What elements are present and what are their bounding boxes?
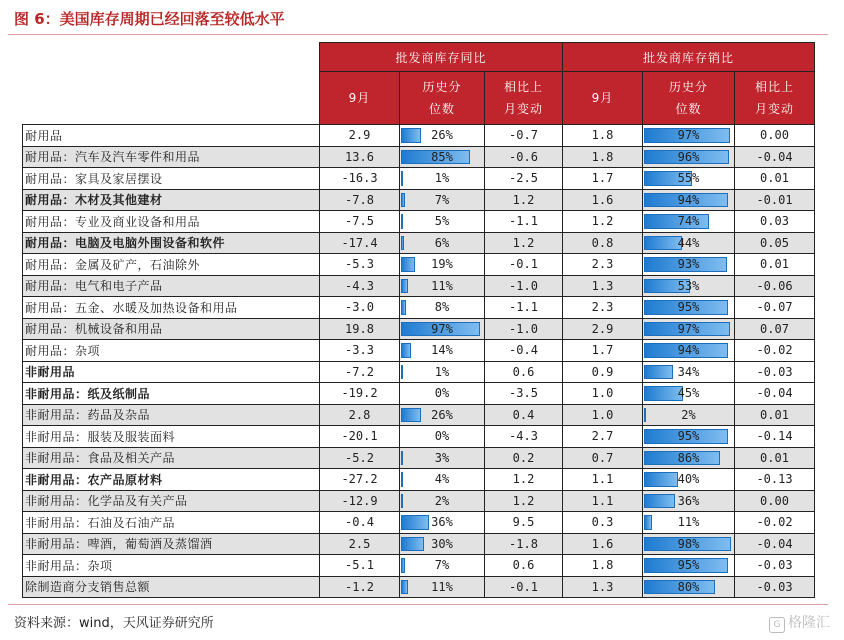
inventory-yoy-percentile [400,125,485,147]
table-row [23,404,815,426]
percentile-value: 85% [431,149,453,164]
inventory-yoy-percentile [400,254,485,276]
header-percentile [400,72,485,125]
header-change-line2: 月变动 [754,102,794,116]
inventory-yoy-change: -3.5 [485,383,563,405]
watermark [769,612,830,633]
table-body [23,125,815,598]
row-label: 非耐用品：石油及石油产品 [23,512,320,534]
percentile-value: 74% [677,214,700,229]
inventory-sales-ratio-percentile [643,404,735,426]
percentile-bar [401,580,408,595]
percentile-value: 97% [677,128,700,143]
table-row [23,125,815,147]
row-label: 耐用品：五金、水暖及加热设备和用品 [23,297,320,319]
header-mom-change [485,72,563,125]
row-label: 耐用品：电脑及电脑外围设备和软件 [23,232,320,254]
inventory-sales-ratio-percentile [643,383,735,405]
table-row [23,297,815,319]
inventory-sales-ratio-percentile [643,426,735,448]
percentile-value: 26% [431,128,453,143]
table-row [23,576,815,598]
table-row [23,275,815,297]
inventory-yoy-percentile [400,189,485,211]
percentile-value: 11% [677,515,700,530]
inventory-sales-ratio-value: 1.0 [563,383,643,405]
percentile-value: 5% [434,214,450,229]
inventory-yoy-percentile [400,361,485,383]
inventory-sales-ratio-change: -0.03 [735,555,815,577]
inventory-sales-ratio-value: 1.8 [563,125,643,147]
inventory-yoy-value: -7.5 [320,211,400,233]
inventory-sales-ratio-change: 0.00 [735,125,815,147]
inventory-yoy-change: 0.2 [485,447,563,469]
inventory-yoy-percentile [400,512,485,534]
inventory-yoy-percentile [400,576,485,598]
footer-divider [8,604,828,605]
inventory-sales-ratio-change: -0.07 [735,297,815,319]
percentile-value: 94% [677,343,700,358]
percentile-value: 93% [677,257,700,272]
header-mom-change [735,72,815,125]
inventory-yoy-change: -0.6 [485,146,563,168]
inventory-yoy-value: -20.1 [320,426,400,448]
table-row [23,340,815,362]
percentile-value: 30% [431,536,453,551]
inventory-sales-ratio-value: 2.9 [563,318,643,340]
inventory-yoy-change: -1.1 [485,211,563,233]
percentile-value: 45% [677,386,700,401]
header-group-inventory-yoy: 批发商库存同比 [320,43,563,72]
percentile-bar [401,408,421,423]
inventory-yoy-value: -12.9 [320,490,400,512]
inventory-sales-ratio-change: -0.03 [735,361,815,383]
inventory-sales-ratio-change: 0.07 [735,318,815,340]
inventory-sales-ratio-change: -0.02 [735,512,815,534]
inventory-yoy-change: 1.2 [485,189,563,211]
inventory-sales-ratio-value: 1.2 [563,211,643,233]
percentile-value: 36% [431,515,453,530]
row-label: 耐用品：机械设备和用品 [23,318,320,340]
source-note: 资料来源：wind，天风证券研究所 [14,616,214,631]
inventory-yoy-change: -0.1 [485,576,563,598]
header-percentile-line1: 历史分 [668,80,708,94]
percentile-value: 97% [677,321,700,336]
inventory-sales-ratio-change: -0.04 [735,146,815,168]
inventory-sales-ratio-percentile [643,275,735,297]
inventory-sales-ratio-change: 0.05 [735,232,815,254]
percentile-value: 3% [434,450,450,465]
inventory-yoy-value: 2.5 [320,533,400,555]
inventory-yoy-change: -4.3 [485,426,563,448]
inventory-sales-ratio-change: -0.14 [735,426,815,448]
inventory-sales-ratio-value: 1.7 [563,340,643,362]
percentile-value: 0% [434,429,450,444]
percentile-value: 11% [431,278,453,293]
inventory-sales-ratio-change: -0.06 [735,275,815,297]
table-row [23,361,815,383]
inventory-yoy-change: 0.4 [485,404,563,426]
inventory-yoy-change: 1.2 [485,232,563,254]
inventory-yoy-value: 2.9 [320,125,400,147]
inventory-yoy-value: 2.8 [320,404,400,426]
percentile-bar [401,171,403,186]
inventory-sales-ratio-change: 0.01 [735,254,815,276]
row-label: 耐用品：家具及家居摆设 [23,168,320,190]
percentile-value: 53% [677,278,700,293]
inventory-yoy-change: -0.7 [485,125,563,147]
percentile-value: 19% [431,257,453,272]
row-label: 非耐用品 [23,361,320,383]
percentile-bar [401,365,403,380]
inventory-yoy-change: -1.0 [485,318,563,340]
header-change-line1: 相比上 [754,80,794,94]
inventory-sales-ratio-change: 0.01 [735,447,815,469]
inventory-sales-ratio-value: 1.7 [563,168,643,190]
inventory-yoy-change: 1.2 [485,490,563,512]
row-label: 耐用品：金属及矿产，石油除外 [23,254,320,276]
inventory-yoy-percentile [400,383,485,405]
inventory-yoy-value: -19.2 [320,383,400,405]
row-label: 非耐用品：药品及杂品 [23,404,320,426]
watermark-text: 格隆汇 [788,615,830,631]
percentile-value: 98% [677,536,700,551]
inventory-sales-ratio-value: 2.3 [563,254,643,276]
inventory-sales-ratio-value: 0.7 [563,447,643,469]
percentile-value: 14% [431,343,453,358]
inventory-sales-ratio-percentile [643,447,735,469]
percentile-bar [401,472,403,487]
percentile-value: 1% [434,364,450,379]
percentile-bar [401,515,429,530]
inventory-yoy-percentile [400,490,485,512]
inventory-sales-ratio-value: 1.3 [563,275,643,297]
figure-title: 图 6：美国库存周期已经回落至较低水平 [14,10,285,28]
inventory-yoy-value: -5.3 [320,254,400,276]
inventory-sales-ratio-change: -0.01 [735,189,815,211]
percentile-value: 1% [434,171,450,186]
inventory-sales-ratio-value: 1.1 [563,469,643,491]
percentile-value: 55% [677,171,700,186]
table-row [23,254,815,276]
table-row [23,447,815,469]
inventory-yoy-percentile [400,318,485,340]
inventory-yoy-change: -1.0 [485,275,563,297]
inventory-yoy-percentile [400,168,485,190]
inventory-sales-ratio-percentile [643,254,735,276]
inventory-yoy-value: -5.1 [320,555,400,577]
inventory-sales-ratio-change: 0.00 [735,490,815,512]
percentile-bar [401,558,405,573]
inventory-yoy-value: -0.4 [320,512,400,534]
percentile-bar [401,128,421,143]
inventory-yoy-value: -4.3 [320,275,400,297]
inventory-yoy-value: -5.2 [320,447,400,469]
inventory-yoy-value: -16.3 [320,168,400,190]
percentile-value: 2% [681,407,696,422]
inventory-yoy-percentile [400,533,485,555]
percentile-bar [644,408,646,423]
inventory-yoy-change: 9.5 [485,512,563,534]
header-percentile-line2: 位数 [675,102,702,116]
inventory-sales-ratio-value: 0.9 [563,361,643,383]
header-percentile [643,72,735,125]
percentile-value: 7% [434,192,450,207]
inventory-sales-ratio-percentile [643,576,735,598]
table-row [23,232,815,254]
percentile-bar [401,343,411,358]
inventory-sales-ratio-percentile [643,340,735,362]
header-month: 9月 [320,72,400,125]
inventory-sales-ratio-change: 0.01 [735,404,815,426]
header-blank [23,43,320,125]
inventory-sales-ratio-percentile [643,189,735,211]
percentile-value: 2% [434,493,450,508]
inventory-yoy-percentile [400,146,485,168]
table-row [23,168,815,190]
percentile-value: 95% [677,300,700,315]
inventory-yoy-percentile [400,404,485,426]
percentile-value: 4% [434,472,450,487]
row-label: 耐用品 [23,125,320,147]
header-month: 9月 [563,72,643,125]
percentile-bar [401,451,403,466]
inventory-sales-ratio-value: 1.8 [563,555,643,577]
inventory-yoy-value: 13.6 [320,146,400,168]
percentile-value: 40% [677,472,700,487]
inventory-yoy-value: 19.8 [320,318,400,340]
inventory-sales-ratio-value: 1.8 [563,146,643,168]
percentile-bar [401,214,403,229]
row-label: 耐用品：汽车及汽车零件和用品 [23,146,320,168]
inventory-sales-ratio-percentile [643,533,735,555]
percentile-bar [644,236,682,251]
table-row [23,146,815,168]
percentile-bar [401,300,406,315]
inventory-sales-ratio-percentile [643,232,735,254]
inventory-sales-ratio-value: 1.1 [563,490,643,512]
inventory-sales-ratio-percentile [643,469,735,491]
percentile-value: 97% [431,321,453,336]
percentile-bar [401,193,405,208]
percentile-value: 96% [677,149,700,164]
inventory-yoy-percentile [400,232,485,254]
percentile-value: 7% [434,558,450,573]
inventory-yoy-value: -3.3 [320,340,400,362]
row-label: 除制造商分支销售总额 [23,576,320,598]
inventory-sales-ratio-value: 0.8 [563,232,643,254]
inventory-yoy-percentile [400,211,485,233]
table-row [23,533,815,555]
title-divider [8,34,828,35]
percentile-value: 8% [434,300,450,315]
row-label: 耐用品：专业及商业设备和用品 [23,211,320,233]
percentile-bar [644,472,678,487]
inventory-sales-ratio-value: 2.7 [563,426,643,448]
header-group-inventory-sales-ratio: 批发商库存销比 [563,43,815,72]
row-label: 非耐用品：纸及纸制品 [23,383,320,405]
inventory-yoy-change: -2.5 [485,168,563,190]
percentile-value: 95% [677,558,700,573]
row-label: 非耐用品：化学品及有关产品 [23,490,320,512]
table-row [23,189,815,211]
watermark-logo-icon: G [769,617,785,633]
inventory-sales-ratio-percentile [643,490,735,512]
inventory-sales-ratio-percentile [643,146,735,168]
inventory-yoy-change: 1.2 [485,469,563,491]
table-row [23,318,815,340]
row-label: 非耐用品：啤酒，葡萄酒及蒸馏酒 [23,533,320,555]
header-change-line1: 相比上 [503,80,543,94]
percentile-bar [401,537,424,552]
percentile-value: 26% [431,407,453,422]
inventory-sales-ratio-percentile [643,125,735,147]
inventory-yoy-percentile [400,340,485,362]
inventory-yoy-value: -7.2 [320,361,400,383]
inventory-yoy-percentile [400,426,485,448]
inventory-sales-ratio-percentile [643,555,735,577]
inventory-yoy-change: -1.8 [485,533,563,555]
inventory-sales-ratio-value: 1.3 [563,576,643,598]
percentile-bar [401,236,404,251]
header-percentile-line1: 历史分 [422,80,462,94]
table-row [23,469,815,491]
percentile-value: 94% [677,192,700,207]
inventory-yoy-change: 0.6 [485,361,563,383]
percentile-bar [644,494,675,509]
inventory-sales-ratio-value: 1.0 [563,404,643,426]
inventory-sales-ratio-percentile [643,168,735,190]
header-change-line2: 月变动 [503,102,543,116]
inventory-sales-ratio-change: -0.02 [735,340,815,362]
percentile-value: 86% [677,450,700,465]
percentile-bar [401,257,415,272]
inventory-yoy-value: -3.0 [320,297,400,319]
row-label: 非耐用品：食品及相关产品 [23,447,320,469]
percentile-value: 11% [431,579,453,594]
inventory-yoy-percentile [400,447,485,469]
inventory-yoy-percentile [400,297,485,319]
row-label: 耐用品：电气和电子产品 [23,275,320,297]
percentile-bar [401,494,403,509]
inventory-sales-ratio-percentile [643,297,735,319]
inventory-sales-ratio-percentile [643,512,735,534]
percentile-bar [644,515,652,530]
inventory-yoy-value: -27.2 [320,469,400,491]
inventory-sales-ratio-change: 0.03 [735,211,815,233]
inventory-sales-ratio-change: -0.13 [735,469,815,491]
inventory-sales-ratio-value: 1.6 [563,189,643,211]
table-row [23,211,815,233]
row-label: 非耐用品：杂项 [23,555,320,577]
table-row [23,490,815,512]
inventory-sales-ratio-change: -0.04 [735,383,815,405]
percentile-value: 6% [434,235,450,250]
inventory-yoy-percentile [400,555,485,577]
percentile-value: 44% [677,235,700,250]
inventory-sales-ratio-value: 0.3 [563,512,643,534]
percentile-value: 36% [677,493,700,508]
inventory-yoy-value: -1.2 [320,576,400,598]
inventory-yoy-value: -7.8 [320,189,400,211]
inventory-yoy-change: -1.1 [485,297,563,319]
percentile-value: 95% [677,429,700,444]
percentile-bar [644,365,673,380]
row-label: 耐用品：木材及其他建材 [23,189,320,211]
inventory-yoy-value: -17.4 [320,232,400,254]
table-row [23,383,815,405]
table-row [23,426,815,448]
row-label: 非耐用品：服装及服装面料 [23,426,320,448]
percentile-value: 0% [434,386,450,401]
inventory-yoy-percentile [400,275,485,297]
inventory-sales-ratio-percentile [643,318,735,340]
percentile-bar [644,214,709,229]
table-row [23,512,815,534]
row-label: 耐用品：杂项 [23,340,320,362]
inventory-sales-ratio-change: 0.01 [735,168,815,190]
inventory-sales-ratio-percentile [643,211,735,233]
inventory-sales-ratio-percentile [643,361,735,383]
inventory-table [22,42,815,598]
inventory-yoy-percentile [400,469,485,491]
percentile-value: 34% [677,364,700,379]
header-percentile-line2: 位数 [428,102,455,116]
inventory-yoy-change: -0.1 [485,254,563,276]
row-label: 非耐用品：农产品原材料 [23,469,320,491]
table-row [23,555,815,577]
inventory-sales-ratio-change: -0.04 [735,533,815,555]
inventory-sales-ratio-change: -0.03 [735,576,815,598]
inventory-yoy-change: 0.6 [485,555,563,577]
inventory-sales-ratio-value: 2.3 [563,297,643,319]
inventory-yoy-change: -0.4 [485,340,563,362]
percentile-bar [401,279,408,294]
inventory-sales-ratio-value: 1.6 [563,533,643,555]
percentile-value: 80% [677,579,700,594]
